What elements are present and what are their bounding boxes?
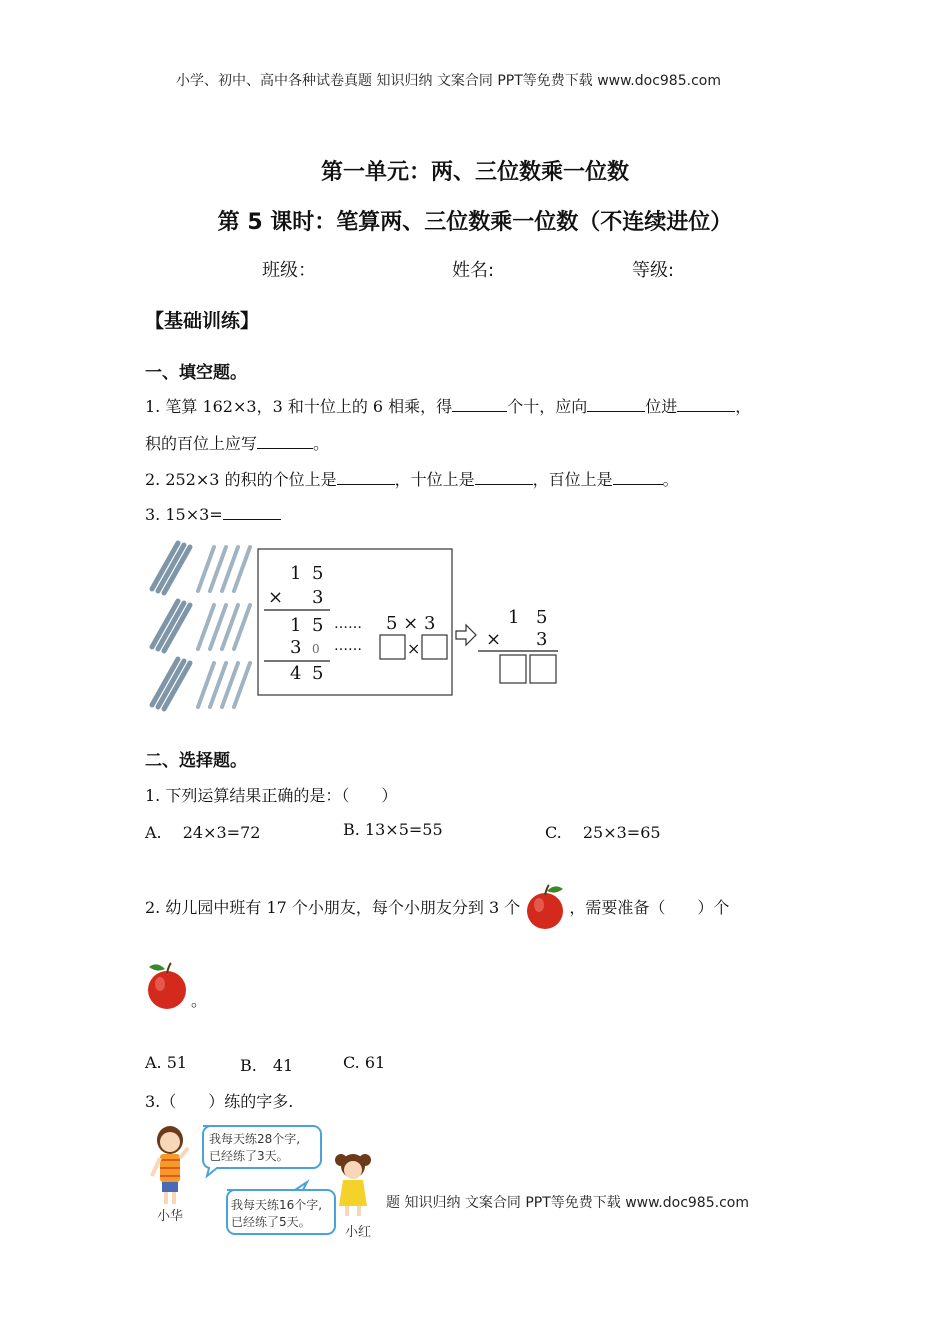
- arrow-right-icon: [456, 625, 476, 645]
- blank: [613, 470, 663, 485]
- answer-box: [380, 635, 405, 659]
- blank: [452, 397, 507, 412]
- stick-bundles-image: [152, 543, 250, 709]
- answer-box: [530, 655, 556, 683]
- page-footer: 题 知识归纳 文案合同 PPT等免费下载 www.doc985.com: [386, 1195, 749, 1211]
- dots-1: ……: [334, 616, 362, 632]
- girl-xiaohua-image: [152, 1126, 188, 1204]
- q2-line: 2. 252×3 的积的个位上是 ，十位上是 ，百位上是 。: [145, 470, 679, 489]
- p2-q2-line2: 。: [145, 960, 207, 1012]
- p2-q2-option-b: B. 41: [240, 1056, 294, 1075]
- box-r1-tens: 1: [290, 563, 302, 584]
- answer-box: [422, 635, 447, 659]
- girl-xiaohong-image: [335, 1154, 371, 1216]
- right-sign: ×: [486, 629, 502, 650]
- blank: [677, 397, 735, 412]
- bubble2-line2: 已经练了5天。: [231, 1215, 311, 1229]
- answer-box: [500, 655, 526, 683]
- lesson-title: 第 5 课时：笔算两、三位数乘一位数（不连续进位）: [217, 210, 733, 235]
- dots-2: ……: [334, 638, 362, 654]
- blank: [257, 434, 313, 449]
- part1-heading: 一、填空题。: [145, 363, 247, 383]
- children-illustration: [145, 1118, 390, 1246]
- right-tens: 1: [508, 607, 520, 628]
- bubble1-line2: 已经练了3天。: [209, 1149, 289, 1163]
- bubble1-line1: 我每天练28个字,: [209, 1132, 301, 1146]
- box-r5-ones: 5: [312, 663, 324, 684]
- name-xiaohua: 小华: [157, 1209, 184, 1224]
- name-xiaohong: 小红: [345, 1225, 372, 1240]
- grade-label: 等级:: [632, 260, 675, 281]
- mult-2: ×: [407, 639, 421, 658]
- blank: [587, 397, 645, 412]
- blank: [475, 470, 533, 485]
- class-label: 班级：: [262, 260, 316, 281]
- q1-line1: 1. 笔算 162×3，3 和十位上的 6 相乘，得 个十，应向 位进 ，: [145, 397, 752, 416]
- box-r4-tens: 3: [290, 637, 302, 658]
- p2-q2-line: 2. 幼儿园中班有 17 个小朋友，每个小朋友分到 3 个 ，需要准备（ ）个: [145, 881, 729, 931]
- apple-icon: [145, 960, 191, 1012]
- blank: [223, 505, 281, 520]
- q3-line: 3. 15×3=: [145, 505, 281, 524]
- p2-q1-option-b: B. 13×5=55: [343, 820, 443, 839]
- p2-q1-stem: 1. 下列运算结果正确的是：（ ）: [145, 786, 398, 805]
- name-label: 姓名:: [452, 260, 495, 281]
- bubble2-line1: 我每天练16个字,: [231, 1198, 323, 1212]
- box-r3-ones: 5: [312, 615, 324, 636]
- p2-q2-option-a: A. 51: [145, 1053, 188, 1072]
- box-r5-tens: 4: [290, 663, 302, 684]
- right-mult: 3: [536, 629, 548, 650]
- apple-icon: [525, 881, 569, 931]
- p2-q3-stem: 3.（ ）练的字多.: [145, 1092, 294, 1111]
- section-heading: 【基础训练】: [145, 310, 260, 332]
- right-ones: 5: [536, 607, 548, 628]
- box-r2-sign: ×: [268, 587, 284, 608]
- p2-q2-option-c: C. 61: [343, 1053, 386, 1072]
- p2-q1-option-c: C. 25×3=65: [545, 823, 661, 842]
- unit-title: 第一单元：两、三位数乘一位数: [320, 160, 629, 185]
- box-r4-ones: 0: [312, 642, 320, 656]
- mult-1: 5 × 3: [386, 613, 436, 634]
- box-r3-tens: 1: [290, 615, 302, 636]
- p2-q1-option-a: A. 24×3=72: [145, 823, 261, 842]
- q1-line2: 积的百位上应写 。: [145, 434, 330, 453]
- box-r1-ones: 5: [312, 563, 324, 584]
- blank: [337, 470, 395, 485]
- page-header: 小学、初中、高中各种试卷真题 知识归纳 文案合同 PPT等免费下载 www.doc985.com: [176, 73, 721, 89]
- part2-heading: 二、选择题。: [145, 751, 247, 771]
- multiplication-diagram: [140, 535, 570, 715]
- box-r2-ones: 3: [312, 587, 324, 608]
